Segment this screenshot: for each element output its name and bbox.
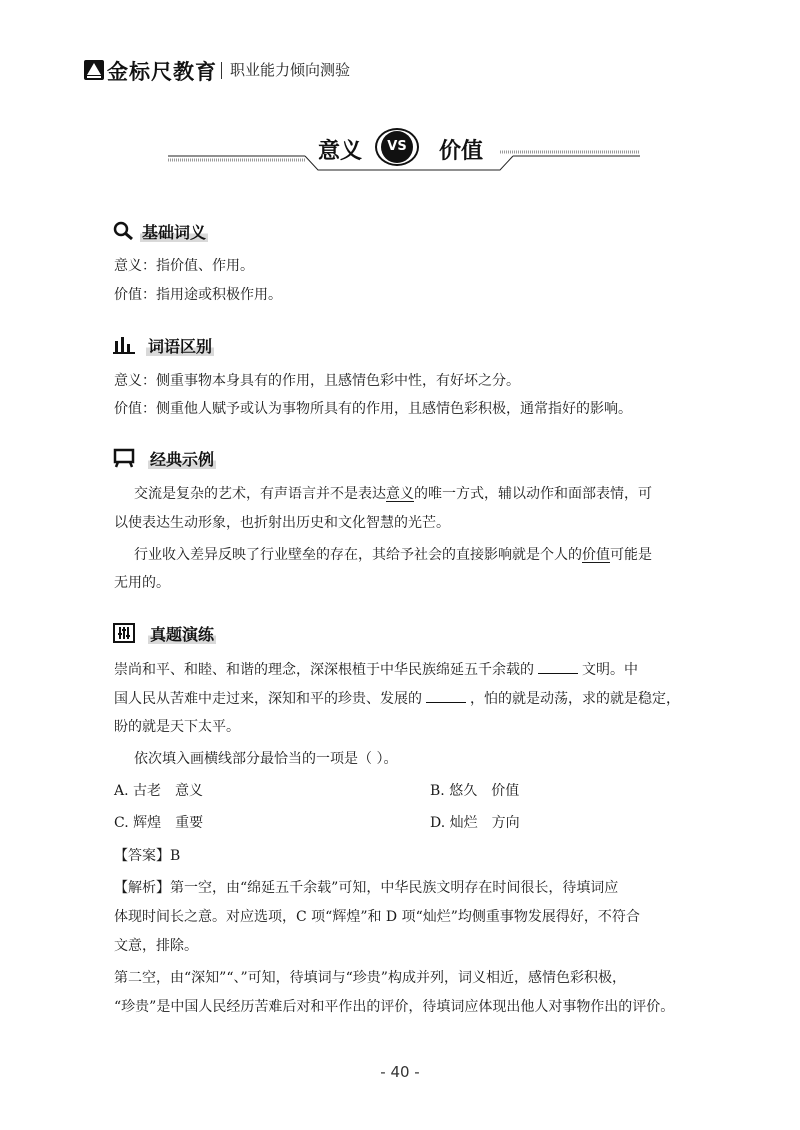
- question-line: 崇尚和平、和睦、和谐的理念，深深根植于中华民族绵延五千余载的 文明。中: [114, 659, 638, 680]
- fill-blank: [426, 688, 466, 703]
- brand-logo-icon: [84, 60, 104, 80]
- analysis-line: “珍贵”是中国人民经历苦难后对和平作出的评价，待填词应体现出他人对事物作出的评价。: [114, 999, 675, 1015]
- vs-badge: VS: [381, 131, 413, 163]
- analysis-line: 第二空，由“深知”“、”可知，待填词与“珍贵”构成并列，词义相近，感情色彩积极，: [114, 970, 626, 986]
- example-line: 交流是复杂的艺术，有声语言并不是表达意义的唯一方式，辅以动作和面部表情，可: [134, 486, 652, 502]
- definition-line: 价值：指用途或积极作用。: [114, 287, 282, 303]
- question-prompt: 依次填入画横线部分最恰当的一项是（ ）。: [134, 751, 398, 767]
- option-a: A. 古老 意义: [114, 783, 204, 799]
- title-word-left: 意义: [318, 138, 363, 164]
- keyword-underlined: 价值: [582, 547, 610, 563]
- brand-name: 金标尺教育: [107, 60, 217, 84]
- answer-line: 【答案】B: [114, 848, 181, 864]
- search-icon: [113, 221, 135, 241]
- header-divider: [221, 62, 222, 79]
- definition-line: 意义：指价值、作用。: [114, 258, 254, 274]
- section-title-practice: 真题演练: [150, 625, 215, 644]
- example-line: 以使表达生动形象，也折射出历史和文化智慧的光芒。: [114, 515, 450, 531]
- analysis-line: 【解析】第一空，由“绵延五千余载”可知，中华民族文明存在时间很长，待填词应: [114, 880, 619, 896]
- option-b: B. 悠久 价值: [430, 783, 520, 799]
- section-title-examples: 经典示例: [150, 450, 215, 469]
- title-word-right: 价值: [439, 138, 484, 164]
- section-title-basic: 基础词义: [142, 223, 207, 242]
- analysis-line: 体现时间长之意。对应选项，C 项“辉煌”和 D 项“灿烂”均侧重事物发展得好，不符合: [114, 909, 640, 925]
- bar-chart-icon: [113, 335, 135, 355]
- option-c: C. 辉煌 重要: [114, 815, 204, 831]
- question-line: 国人民从苦难中走过来，深知和平的珍贵、发展的 ，怕的就是动荡，求的就是稳定，: [114, 688, 680, 709]
- difference-line: 价值：侧重他人赋予或认为事物所具有的作用，且感情色彩积极，通常指好的影响。: [114, 401, 632, 417]
- analysis-line: 文意，排除。: [114, 938, 198, 954]
- section-title-diff: 词语区别: [148, 337, 213, 356]
- example-line: 无用的。: [114, 575, 170, 591]
- page-title: [0, 120, 800, 190]
- fill-blank: [538, 659, 578, 674]
- keyword-underlined: 意义: [386, 486, 414, 502]
- board-icon: [113, 448, 135, 468]
- difference-line: 意义：侧重事物本身具有的作用，且感情色彩中性，有好坏之分。: [114, 373, 520, 389]
- sliders-icon: [113, 623, 135, 643]
- option-d: D. 灿烂 方向: [430, 815, 520, 831]
- example-line: 行业收入差异反映了行业壁垒的存在，其给予社会的直接影响就是个人的价值可能是: [134, 547, 652, 563]
- question-line: 盼的就是天下太平。: [114, 719, 240, 735]
- page-number: - 40 -: [380, 1063, 420, 1081]
- subject-title: 职业能力倾向测验: [230, 61, 351, 79]
